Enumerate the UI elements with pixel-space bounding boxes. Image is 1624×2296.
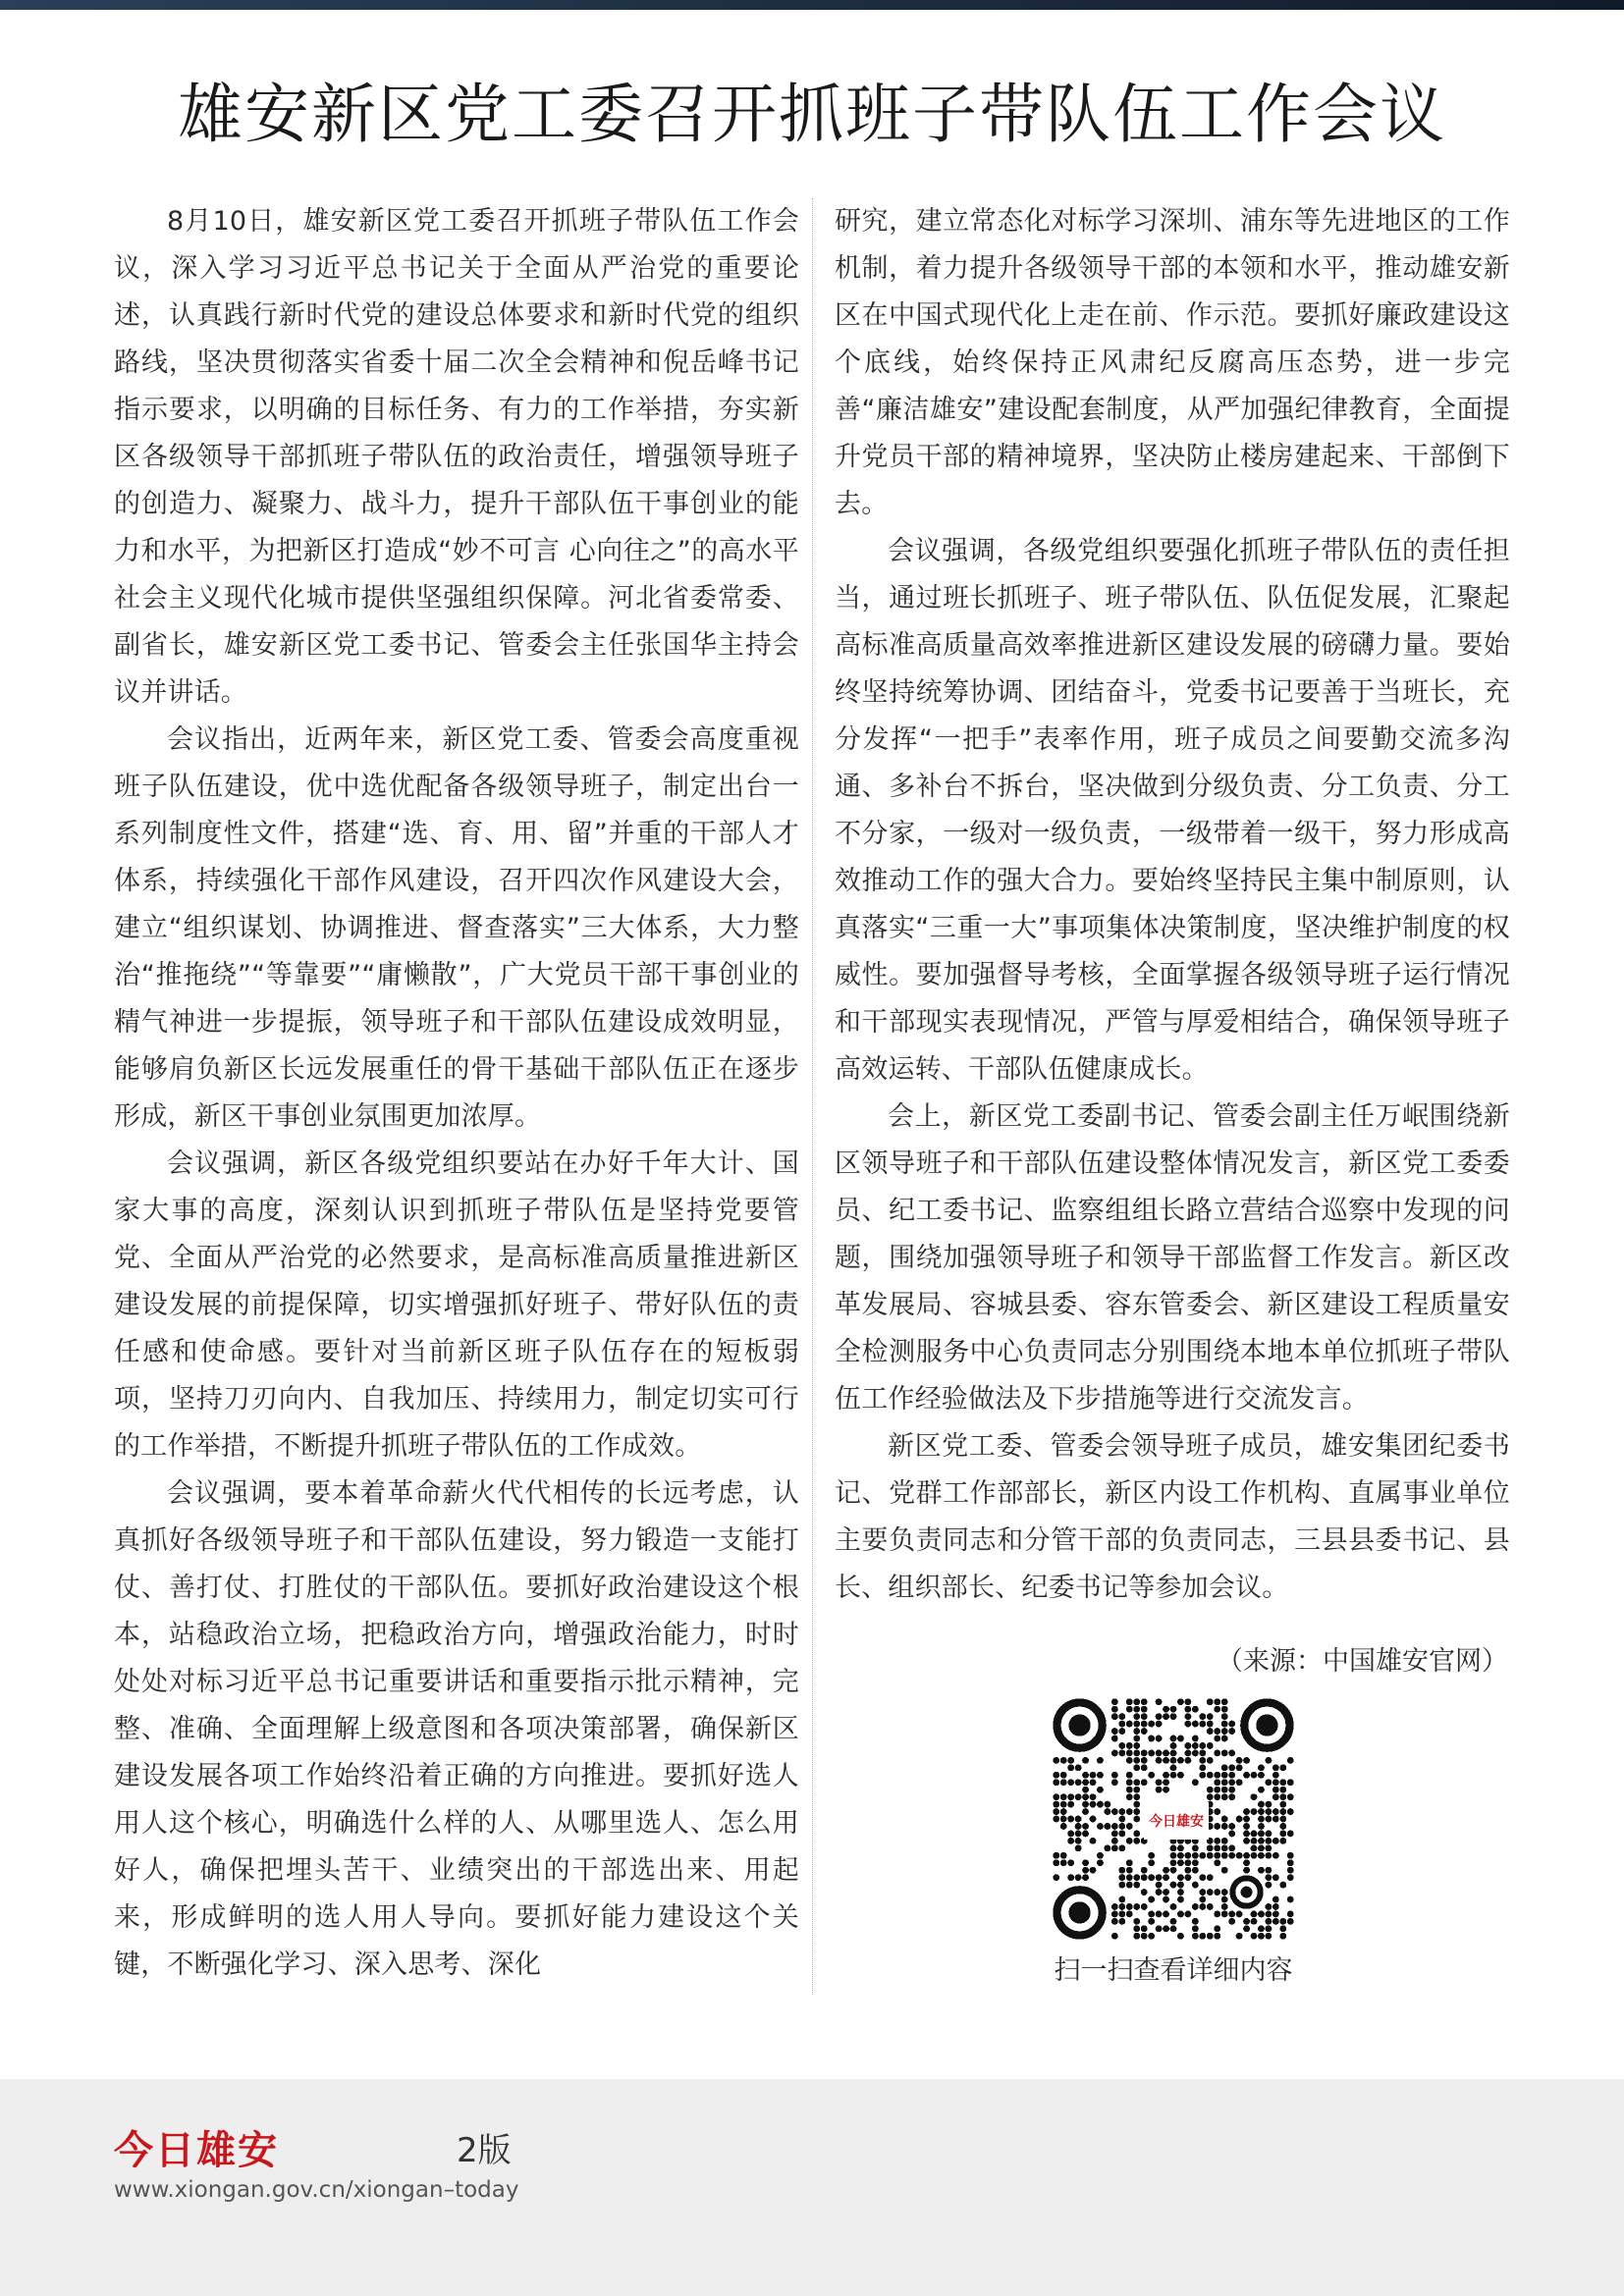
footer-logo: 今日雄安 [114, 2127, 279, 2173]
paragraph: 会议强调，要本着革命薪火代代相传的长远考虑，认真抓好各级领导班子和干部队伍建设，努力锻造一支能打仗、善打仗、打胜仗的干部队伍。要抓好政治建设这个根本，站稳政治立场，把稳政治方向，增强政治能力，时时处处对标习近平总书记重要讲话和重要指示批示精神，完整、准确、全面理解上级意图和各项决策部署，确保新区建设发展各项工作始终沿着正确的方向推进。要抓好选人用人这个核心，明确选什么样的人、从哪里选人、怎么用好人，确保把埋头苦干、业绩突出的干部选出来、用起来，形成鲜明的选人用人导向。要抓好能力建设这个关键，不断强化学习、深入思考、深化 [114, 1478, 799, 1980]
qr-code[interactable] [1053, 1698, 1294, 1940]
paragraph: 会上，新区党工委副书记、管委会副主任万岷围绕新区领导班子和干部队伍建设整体情况发言，新区党工委委员、纪工委书记、监察组组长路立营结合巡察中发现的问题，围绕加强领导班子和领导干部监督工作发言。新区改革发展局、容城县委、容东管委会、新区建设工程质量安全检测服务中心负责同志分别围绕本地本单位抓班子带队伍工作经验做法及下步措施等进行交流发言。 [835, 1101, 1510, 1415]
paragraph: 会议指出，近两年来，新区党工委、管委会高度重视班子队伍建设，优中选优配备各级领导班子，制定出台一系列制度性文件，搭建“选、育、用、留”并重的干部人才体系，持续强化干部作风建设，召开四次作风建设大会，建立“组织谋划、协调推进、督查落实”三大体系，大力整治“推拖绕”“等靠要”“庸懒散”，广大党员干部干事创业的精气神进一步提振，领导班子和干部队伍建设成效明显，能够肩负新区长远发展重任的骨干基础干部队伍正在逐步形成，新区干事创业氛围更加浓厚。 [114, 724, 799, 1132]
page-number: 2版 [457, 2131, 512, 2170]
top-bar [0, 0, 1624, 10]
footer-url[interactable]: www.xiongan.gov.cn/xiongan–today [114, 2177, 519, 2203]
article-column-left [114, 198, 799, 1989]
column-divider [812, 198, 813, 1995]
qr-caption: 扫一扫查看详细内容 [1054, 1955, 1293, 1986]
paragraph: 会议强调，新区各级党组织要站在办好千年大计、国家大事的高度，深刻认识到抓班子带队伍是坚持党要管党、全面从严治党的必然要求，是高标准高质量推进新区建设发展的前提保障，切实增强抓好班子、带好队伍的责任感和使命感。要针对当前新区班子队伍存在的短板弱项，坚持刀刃向内、自我加压、持续用力，制定切实可行的工作举措，不断提升抓班子带队伍的工作成效。 [114, 1148, 799, 1462]
qr-logo: 今日雄安 [1144, 1802, 1209, 1840]
paragraph: 研究，建立常态化对标学习深圳、浦东等先进地区的工作机制，着力提升各级领导干部的本领和水平，推动雄安新区在中国式现代化上走在前、作示范。要抓好廉政建设这个底线，始终保持正风肃纪反腐高压态势，进一步完善“廉洁雄安”建设配套制度，从严加强纪律教育，全面提升党员干部的精神境界，坚决防止楼房建起来、干部倒下去。 [835, 206, 1510, 519]
paragraph: 新区党工委、管委会领导班子成员，雄安集团纪委书记、党群工作部部长，新区内设工作机构、直属事业单位主要负责同志和分管干部的负责同志，三县县委书记、县长、组织部长、纪委书记等参加会议。 [835, 1431, 1510, 1603]
article-column-right [835, 198, 1510, 1612]
article-source: （来源：中国雄安官网） [1217, 1646, 1508, 1677]
paragraph: 会议强调，各级党组织要强化抓班子带队伍的责任担当，通过班长抓班子、班子带队伍、队伍促发展，汇聚起高标准高质量高效率推进新区建设发展的磅礴力量。要始终坚持统筹协调、团结奋斗，党委书记要善于当班长，充分发挥“一把手”表率作用，班子成员之间要勤交流多沟通、多补台不拆台，坚决做到分级负责、分工负责、分工不分家，一级对一级负责，一级带着一级干，努力形成高效推动工作的强大合力。要始终坚持民主集中制原则，认真落实“三重一大”事项集体决策制度，坚决维护制度的权威性。要加强督导考核，全面掌握各级领导班子运行情况和干部现实表现情况，严管与厚爱相结合，确保领导班子高效运转、干部队伍健康成长。 [835, 536, 1510, 1085]
page-title: 雄安新区党工委召开抓班子带队伍工作会议 [178, 77, 1446, 152]
paragraph: 8月10日，雄安新区党工委召开抓班子带队伍工作会议，深入学习习近平总书记关于全面从严治党的重要论述，认真践行新时代党的建设总体要求和新时代党的组织路线，坚决贯彻落实省委十届二次全会精神和倪岳峰书记指示要求，以明确的目标任务、有力的工作举措，夯实新区各级领导干部抓班子带队伍的政治责任，增强领导班子的创造力、凝聚力、战斗力，提升干部队伍干事创业的能力和水平，为把新区打造成“妙不可言 心向往之”的高水平社会主义现代化城市提供坚强组织保障。河北省委常委、副省长，雄安新区党工委书记、管委会主任张国华主持会议并讲话。 [114, 206, 799, 708]
